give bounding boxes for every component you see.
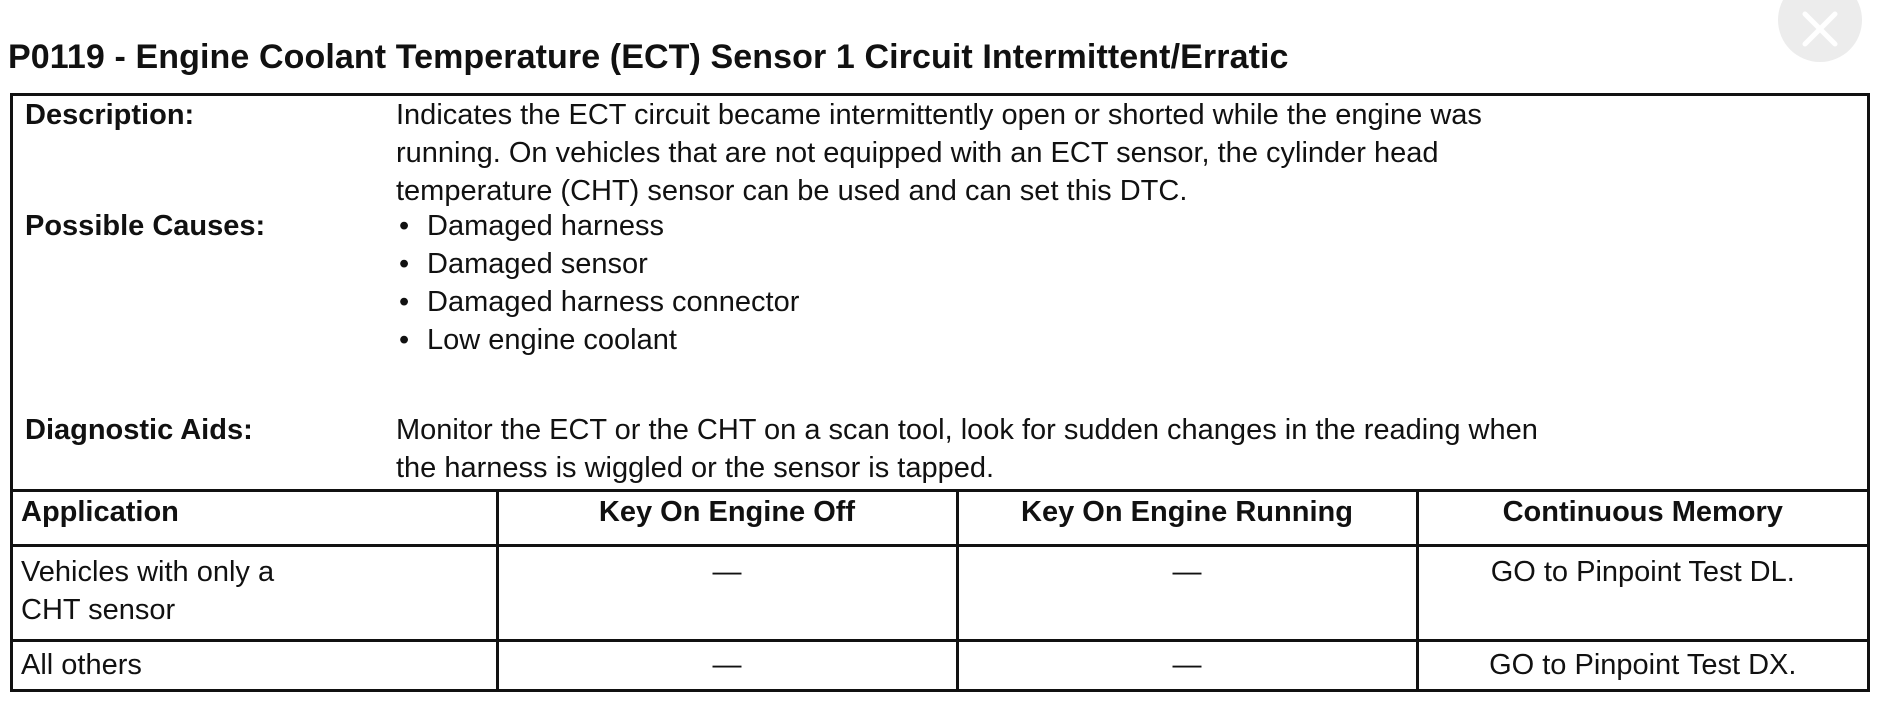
close-button[interactable] [1778,0,1862,62]
dtc-document-box [10,93,1870,692]
list-item: • Low engine coolant [396,321,1856,359]
application-table [13,489,1867,692]
page-title: P0119 - Engine Coolant Temperature (ECT) Sensor 1 Circuit Intermittent/Erratic [8,38,1289,76]
koeo-cell: — [497,641,957,693]
list-item: • Damaged harness [396,207,1856,245]
description-label: Description: [25,99,195,131]
description-line: Indicates the ECT circuit became intermittently open or shorted while the engine was [396,99,1482,131]
diagnostic-aids-line: the harness is wiggled or the sensor is tapped. [396,452,995,484]
column-header-koer: Key On Engine Running [957,491,1417,546]
diagnostic-aids-line: Monitor the ECT or the CHT on a scan tool, look for sudden changes in the reading when [396,414,1538,446]
column-header-application: Application [13,491,497,546]
diagnostic-aids-label: Diagnostic Aids: [25,414,253,446]
table-header-row [13,491,1867,546]
application-cell [13,546,497,641]
possible-causes-content [396,207,1856,359]
description-line: running. On vehicles that are not equipped with an ECT sensor, the cylinder head [396,137,1439,169]
list-item: • Damaged harness connector [396,283,1856,321]
application-line: All others [21,649,142,681]
description-text [396,96,1856,210]
table-row [13,546,1867,641]
application-cell [13,641,497,693]
application-line: CHT sensor [21,594,176,626]
possible-causes-list [396,207,1856,359]
column-header-koeo: Key On Engine Off [497,491,957,546]
application-line: Vehicles with only a [21,556,275,588]
column-header-continuous-memory: Continuous Memory [1417,491,1867,546]
possible-causes-label: Possible Causes: [25,210,266,242]
diagnostic-aids-text [396,411,1856,487]
koer-cell: — [957,641,1417,693]
continuous-memory-cell: GO to Pinpoint Test DL. [1417,546,1867,641]
koeo-cell: — [497,546,957,641]
table-row [13,641,1867,693]
koer-cell: — [957,546,1417,641]
continuous-memory-cell: GO to Pinpoint Test DX. [1417,641,1867,693]
list-item: • Damaged sensor [396,245,1856,283]
description-line: temperature (CHT) sensor can be used and can set this DTC. [396,175,1188,207]
close-icon [1802,11,1838,47]
